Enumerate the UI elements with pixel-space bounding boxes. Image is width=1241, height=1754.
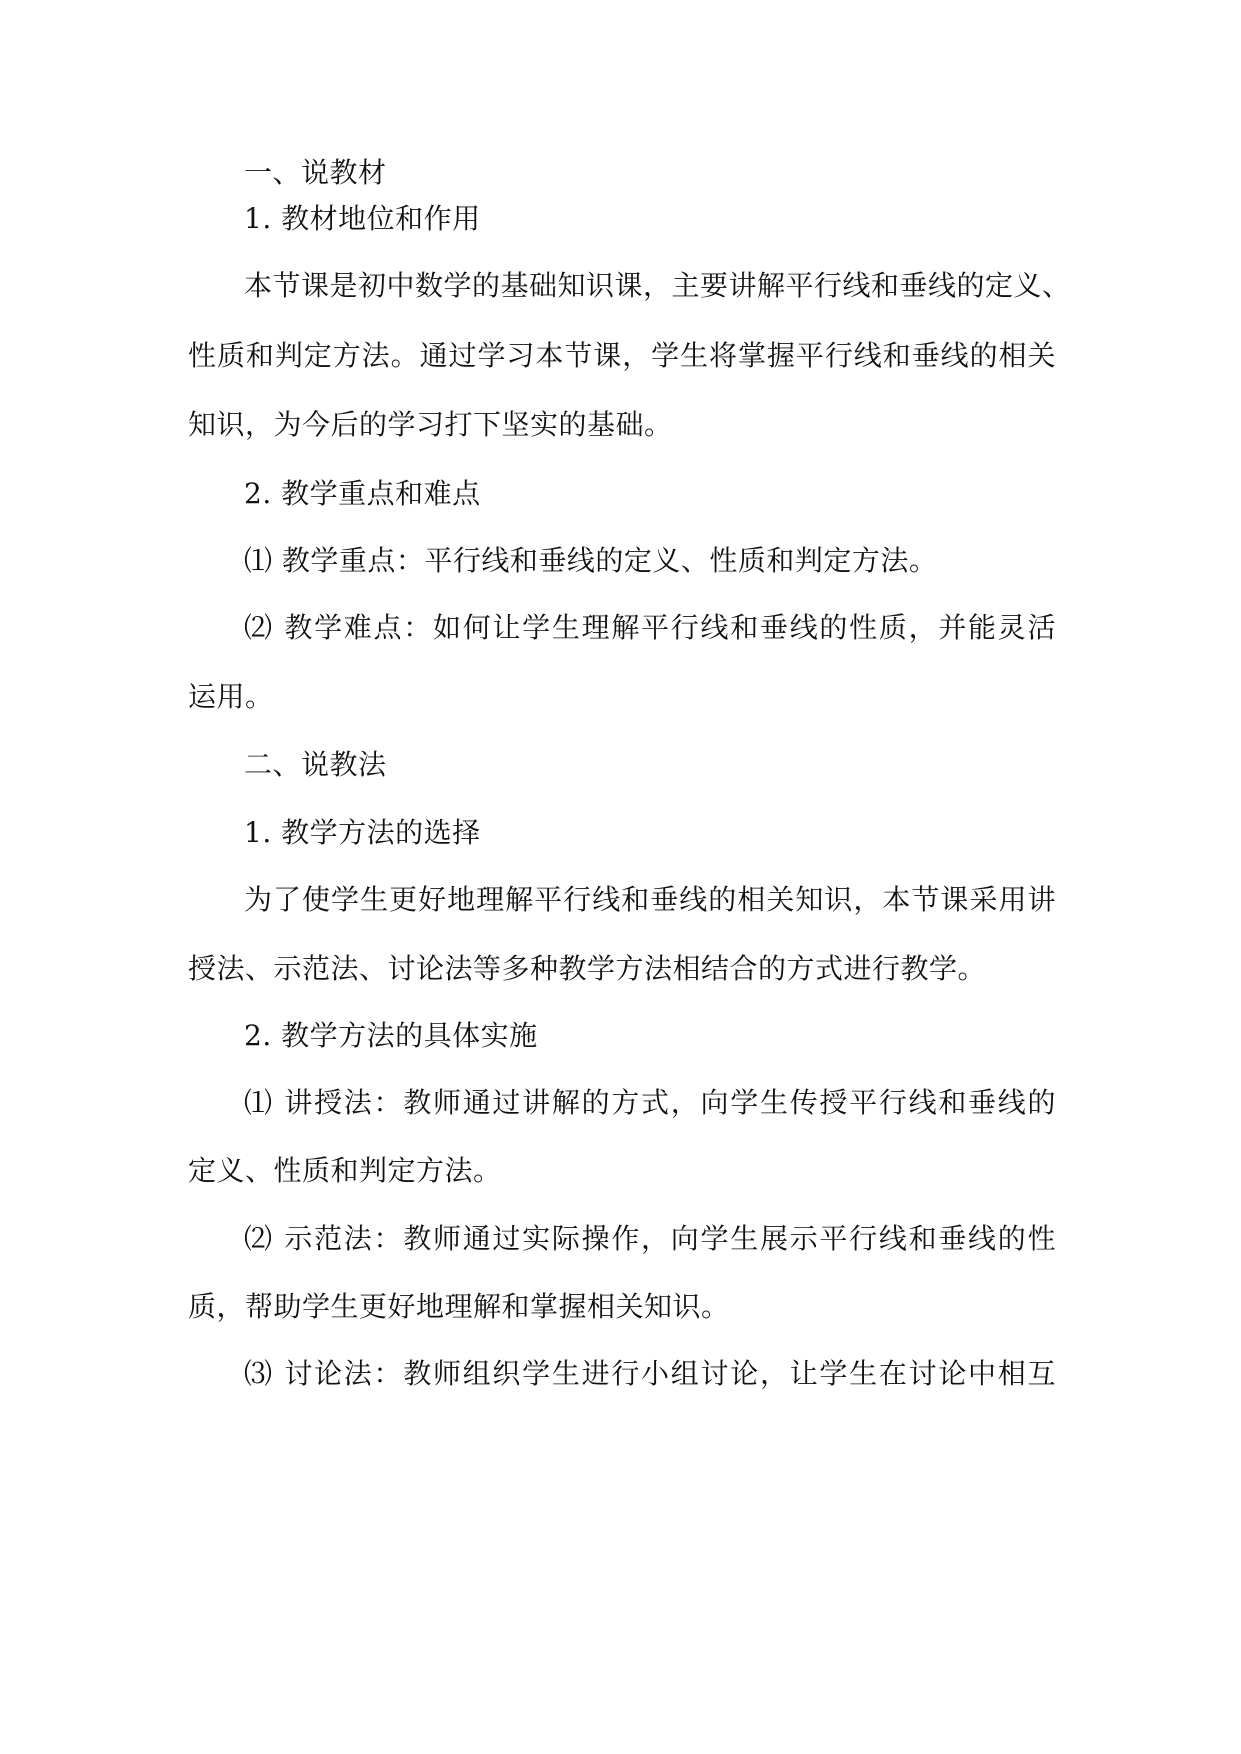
paragraph-line: 知识，为今后的学习打下坚实的基础。 xyxy=(188,408,673,441)
section-heading-1: 一、说教材 xyxy=(244,156,387,189)
subheading-2-2: 2. 教学方法的具体实施 xyxy=(244,1019,538,1052)
list-item-line: 定义、性质和判定方法。 xyxy=(188,1154,502,1187)
paragraph-line: 授法、示范法、讨论法等多种教学方法相结合的方式进行教学。 xyxy=(188,952,987,985)
list-item-line: ⑴ 教学重点：平行线和垂线的定义、性质和判定方法。 xyxy=(244,544,938,577)
list-item-line: 质，帮助学生更好地理解和掌握相关知识。 xyxy=(188,1290,730,1323)
paragraph-line: 本节课是初中数学的基础知识课，主要讲解平行线和垂线的定义、 xyxy=(244,269,1071,302)
paragraph-line: 为了使学生更好地理解平行线和垂线的相关知识，本节课采用讲 xyxy=(244,883,1056,916)
list-item-line: ⑵ 教学难点：如何让学生理解平行线和垂线的性质，并能灵活 xyxy=(244,611,1056,644)
subheading-1-1: 1. 教材地位和作用 xyxy=(244,202,481,235)
section-heading-2: 二、说教法 xyxy=(244,748,387,781)
list-item-line: ⑴ 讲授法：教师通过讲解的方式，向学生传授平行线和垂线的 xyxy=(244,1086,1056,1119)
subheading-2-1: 1. 教学方法的选择 xyxy=(244,816,481,849)
list-item-line: 运用。 xyxy=(188,680,274,713)
list-item-line: ⑵ 示范法：教师通过实际操作，向学生展示平行线和垂线的性 xyxy=(244,1222,1056,1255)
paragraph-line: 性质和判定方法。通过学习本节课，学生将掌握平行线和垂线的相关 xyxy=(188,339,1056,372)
subheading-1-2: 2. 教学重点和难点 xyxy=(244,477,481,510)
list-item-line: ⑶ 讨论法：教师组织学生进行小组讨论，让学生在讨论中相互 xyxy=(244,1357,1056,1390)
